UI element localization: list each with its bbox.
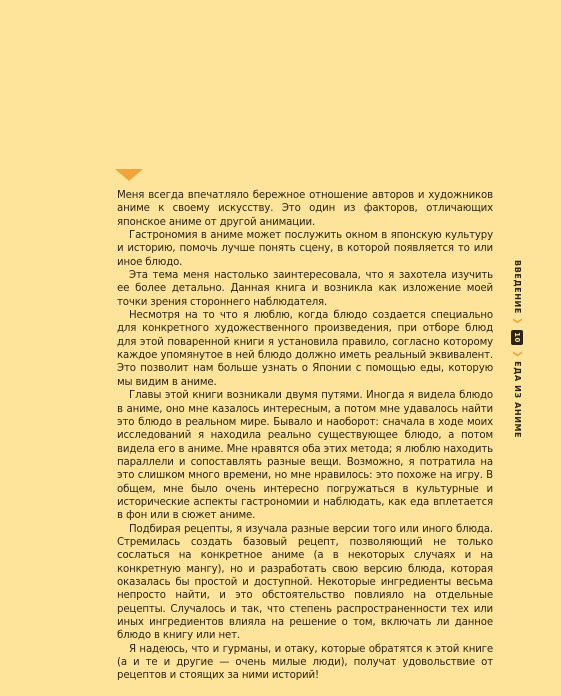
paragraph: Меня всегда впечатляло бережное отношение авторов и художников аниме к своему искусству. Это один из факторов, отличающих японское аниме от другой анимации. xyxy=(117,190,493,228)
section-marker-triangle xyxy=(115,169,143,181)
page-number: 10 xyxy=(513,332,521,344)
paragraph: Главы этой книги возникали двумя путями. Иногда я видела блюдо в аниме, оно мне казалось интересным, а потом мне удавалось найти это блюдо в реальном мире. Бывало и наоборот: сначала в ходе моих исследований я находила реально существующее блюдо, а потом видела его в аниме. Мне нравятся оба этих метода; я люблю находить параллели и сопоставлять разные вещи. Возможно, я потратила на это слишком много времени, но мне нравилось: это похоже на игру. В общем, мне было очень интересно погружаться в культурные и исторические аспекты гастрономии и наблюдать, как еда вплетается в фон или в сюжет аниме. xyxy=(117,390,493,522)
section-label: ВВЕДЕНИЕ xyxy=(513,260,522,314)
divider-icon: ❯ xyxy=(512,350,522,359)
paragraph: Я надеюсь, что и гурманы, и отаку, которые обратятся к этой книге (а и те и другие — очень милые люди), получат удовольствие от рецептов и стоящих за ними историй! xyxy=(117,643,493,682)
paragraph: Гастрономия в аниме может послужить окном в японскую культуру и историю, помочь лучше понять сцену, в которой появляется то или иное блюдо. xyxy=(117,230,493,268)
body-text xyxy=(117,189,493,683)
paragraph: Подбирая рецепты, я изучала разные версии того или иного блюда. Стремилась создать базовый рецепт, позволяющий не только сослаться на конкретное аниме (а в некоторых случаях и на конкретную мангу), но и разработать свою версию блюда, которая оказалась бы простой и доступной. Некоторые ингредиенты весьма непросто найти, и это обстоятельство повлияло на отдельные рецепты. Случалось и так, что степень распространенности тех или иных ингредиентов влияла на решение о том, включать ли данное блюдо в книгу или нет. xyxy=(117,523,493,642)
running-header xyxy=(511,260,523,439)
paragraph: Несмотря на то что я люблю, когда блюдо создается специально для конкретного художественного произведения, при отборе блюд для этой поваренной книги я установила правило, согласно которому каждое упомянутое в ней блюдо должно иметь реальный эквивалент. Это позволит нам больше узнать о Японии с помощью еды, которую мы видим в аниме. xyxy=(117,310,493,388)
book-title: ЕДА ИЗ АНИМЕ xyxy=(513,361,522,439)
chopsticks-icon: ❯ xyxy=(512,316,522,326)
paragraph: Эта тема меня настолько заинтересовала, что я захотела изучить ее более детально. Данная книга и возникла как изложение моей точки зрения стороннего наблюдателя. xyxy=(117,270,493,308)
